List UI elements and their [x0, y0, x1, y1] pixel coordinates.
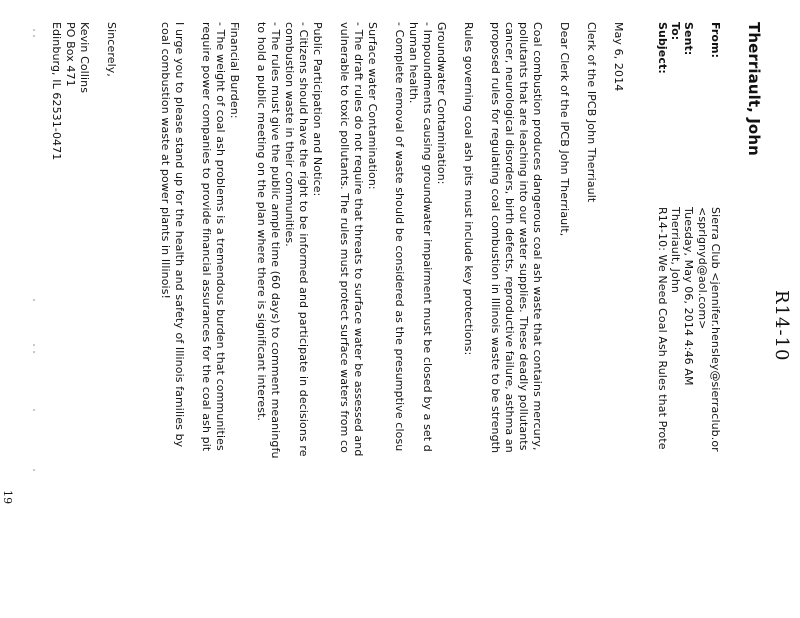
public-participation-line-3: - The rules must give the public ample time (60 days) to comment meaningfu — [269, 22, 282, 459]
public-participation-line-1: - Citizens should have the right to be informed and participate in decisions re — [297, 22, 310, 457]
intro-line-3: cancer, neurological disorders, birth defects, reproductive failure, asthma an — [503, 22, 516, 453]
closing-appeal-line-1: I urge you to please stand up for the health and safety of Illinois families by — [173, 22, 186, 448]
from-value: Sierra Club <jennifer.hensley@sierraclub.or — [709, 207, 722, 452]
from-label: From: — [709, 22, 722, 59]
rules-intro: Rules governing coal ash pits must include key protections: — [462, 22, 475, 356]
signoff: Sincerely, — [105, 22, 118, 77]
groundwater-heading: Groundwater Contamination: — [435, 22, 448, 185]
public-participation-heading: Public Participation and Notice: — [311, 22, 324, 197]
signature-name: Kevin Collins — [78, 22, 91, 94]
from-value-email: <sprlgnyd@aol.com> — [696, 207, 709, 330]
page-number: 19 — [1, 490, 14, 505]
sent-value: Tuesday, May 06, 2014 4:46 AM — [682, 207, 695, 386]
recipient-line: Clerk of the IPCB John Therriault — [585, 22, 598, 203]
groundwater-line-1: - Impoundments causing groundwater impairment must be closed by a set d — [421, 22, 434, 452]
public-participation-line-2: combustion waste in their communities. — [283, 22, 296, 247]
sender-name: Therriault, John — [745, 22, 763, 156]
subject-value: R14-10: We Need Coal Ash Rules that Prote — [656, 207, 669, 450]
letter-date: May 6, 2014 — [612, 22, 625, 92]
surface-water-line-1: - The draft rules do not require that threats to surface water be assessed and — [352, 22, 365, 457]
to-value: Therriault, John — [669, 207, 682, 293]
intro-line-4: proposed rules for regulating coal combustion in Illinois waste to be strength — [489, 22, 502, 454]
groundwater-line-3: - Complete removal of waste should be considered as the presumptive closu — [393, 22, 406, 452]
scan-speckle-row — [28, 0, 40, 610]
financial-line-1: - The weight of coal ash problems is a tremendous burden that communities — [214, 22, 227, 451]
sent-label: Sent: — [682, 22, 695, 56]
financial-line-2: require power companies to provide financial assurances for the coal ash pit — [200, 22, 213, 452]
financial-heading: Financial Burden: — [228, 22, 241, 119]
subject-label: Subject: — [656, 22, 669, 74]
closing-appeal-line-2: coal combustion waste at power plants in Illinois! — [159, 22, 172, 300]
signature-address-2: Edinburg, IL 62531-0471 — [50, 22, 63, 161]
groundwater-line-2: human health. — [407, 22, 420, 104]
surface-water-heading: Surface water Contamination: — [366, 22, 379, 190]
signature-address-1: PO Box 471 — [64, 22, 77, 87]
public-participation-line-4: to hold a public meeting on the plan where there is significant interest. — [255, 22, 268, 422]
salutation: Dear Clerk of the IPCB John Therriault, — [558, 22, 571, 237]
intro-line-2: pollutants that are leaching into our water supplies. These deadly pollutants — [517, 22, 530, 451]
to-label: To: — [669, 22, 682, 41]
docket-tag: R14-10 — [771, 290, 792, 362]
surface-water-line-2: vulnerable to toxic pollutants. The rules must protect surface waters from co — [338, 22, 351, 454]
intro-line-1: Coal combustion produces dangerous coal ash waste that contains mercury, — [531, 22, 544, 451]
